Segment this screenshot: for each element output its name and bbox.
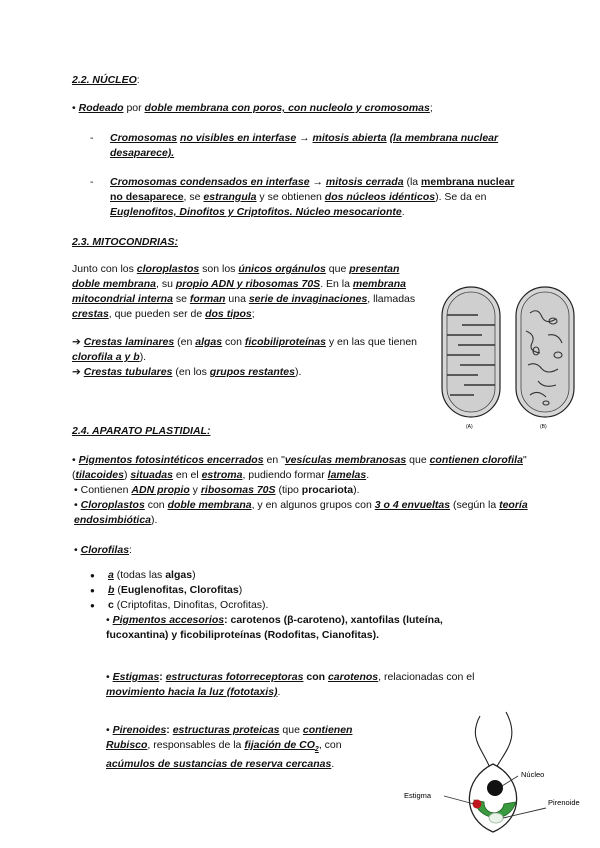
algal-cell-figure [398, 708, 598, 848]
nucleo-item-2: - Cromosomas condensados en interfase → mitosis cerrada (la membrana nuclear no desaparece, se estrangula y se obtienen dos núcleos idénticos). Se da en Euglenofitos, Dinofitos y Criptofitos. Núcleo mesocarionte. [90, 176, 515, 218]
estigmas: • Estigmas: estructuras fotorreceptoras con carotenos, relacionadas con el movimiento hacia la luz (fototaxis). [106, 671, 475, 698]
mitochondrion-laminar [442, 287, 500, 417]
heading-nucleo: 2.2. NÚCLEO: [72, 74, 140, 86]
pigmentos-accesorios: • Pigmentos accesorios: carotenos (β-caroteno), xantofilas (luteína, fucoxantina) y ficobiliproteínas (Rodofitas, Cianofitas). [106, 614, 443, 641]
pyrenoid [489, 813, 503, 823]
heading-mitocondrias: 2.3. MITOCONDRIAS: [72, 236, 178, 248]
clorofilas-heading: • Clorofilas: [74, 544, 132, 556]
flagella [475, 712, 512, 768]
mito-paragraph: Junto con los cloroplastos son los únicos orgánulos que presentan doble membrana, su propio ADN y ribosomas 70S. En la membrana mitocondrial interna se forman una serie de invaginaciones, llamadas crestas, que pueden ser de dos tipos; [72, 263, 416, 320]
figure-label-b: (B) [540, 424, 547, 430]
nucleo-item-1: - Cromosomas no visibles en interfase → mitosis abierta (la membrana nuclear desaparece). [90, 132, 499, 159]
label-nucleo: Núcleo [521, 770, 545, 779]
nucleus [487, 780, 503, 796]
figure-label-a: (A) [466, 424, 473, 430]
label-pirenoide: Pirenoide [548, 798, 580, 807]
plastidial-p2: • Contienen ADN propio y ribosomas 70S (tipo procariota). [74, 484, 360, 496]
mito-crestas-tubulares: ➔ Crestas tubulares (en los grupos restantes). [72, 366, 302, 378]
list-item: ● c (Criptofitas, Dinofitas, Ocrofitas). [90, 599, 269, 611]
mitochondria-figure [438, 285, 578, 430]
list-item: ● b (Euglenofitas, Clorofitas) [90, 584, 243, 596]
mito-crestas-laminares: ➔ Crestas laminares (en algas con ficobiliproteínas y en las que tienen clorofila a y b). [72, 336, 418, 363]
list-item: ● a (todas las algas) [90, 569, 196, 581]
pirenoides: • Pirenoides: estructuras proteicas que contienen Rubisco, responsables de la fijación de $CO_2$, con acúmulos de sustancias de reserva cercanas. [106, 724, 353, 771]
label-estigma: Estigma [404, 791, 432, 800]
mitochondrion-tubular [516, 287, 574, 417]
clorofilas-list [90, 568, 510, 613]
heading-aparato-plastidial: 2.4. APARATO PLASTIDIAL: [72, 425, 211, 437]
plastidial-p3: • Cloroplastos con doble membrana, y en algunos grupos con 3 o 4 envueltas (según la teoría endosimbiótica). [74, 499, 528, 526]
nucleo-intro: • Rodeado por doble membrana con poros, con nucleolo y cromosomas; [72, 102, 433, 114]
plastidial-p1: • Pigmentos fotosintéticos encerrados en "vesículas membranosas que contienen clorofila" (tilacoides) situadas en el estroma, pudiendo formar lamelas. [72, 454, 527, 481]
